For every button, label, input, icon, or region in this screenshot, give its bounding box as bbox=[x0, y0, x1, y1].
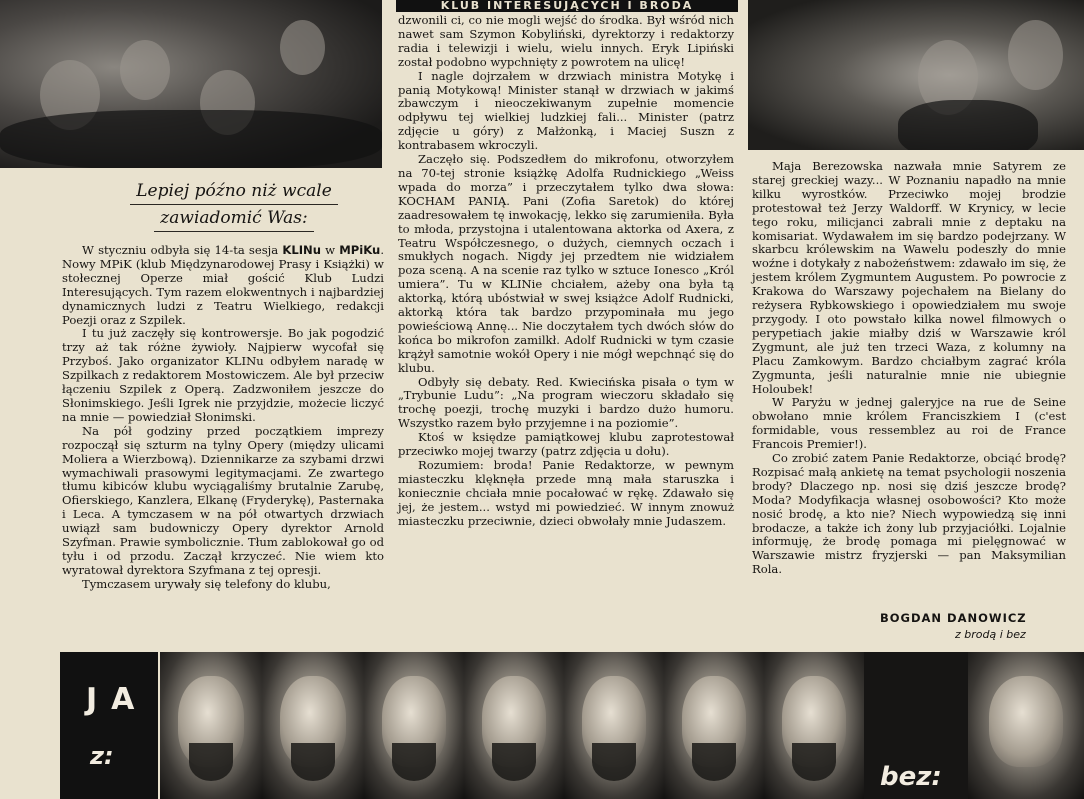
paragraph: I nagle dojrzałem w drzwiach ministra Motykę i panią Motykową! Minister stanął w drzwiach w jakimś zbawczym i nieoczekiwanym zupełnie momencie odpływu tej wielkiej ludzkiej fali... Minister (patrz zdjęcie u góry) z Małżonką, i Maciej Suszn z kontrabasem wkroczyli. bbox=[398, 68, 734, 153]
portrait-photo bbox=[160, 652, 262, 799]
paragraph: Odbyły się debaty. Red. Kwiecińska pisała o tym w „Trybunie Ludu”: „Na program wieczoru składało się trochę poezji, trochę muzyki i bardzo dużo humoru. Wszystko razem było przyjemne i na poziomie”. bbox=[398, 374, 734, 431]
author-name: BOGDAN DANOWICZ bbox=[880, 611, 1027, 625]
paragraph: I tu już zaczęły się kontrowersje. Bo jak pogodzić trzy aż tak różne żywioły. Najpierw wycofał się Przyboś. Jako organizator KLINu odbyłem naradę w Szpilkach z redaktorem Mostowiczem. Ale był przeciw łączeniu Szpilek z Operą. Zadzwoniłem jeszcze do Słonimskiego. Jeśli Igrek nie przyjdzie, możecie liczyć na mnie — powiedział Słonimski. bbox=[62, 326, 384, 424]
label-bez: bez: bbox=[880, 762, 942, 792]
portrait-photo bbox=[968, 652, 1084, 799]
portrait-photo bbox=[764, 652, 864, 799]
label-ja: JA bbox=[86, 682, 149, 717]
author-subtitle: z brodą i bez bbox=[955, 628, 1026, 641]
label-z: z: bbox=[90, 742, 114, 770]
portrait-photo bbox=[262, 652, 364, 799]
paragraph: Maja Berezowska nazwała mnie Satyrem ze starej greckiej wazy... W Poznaniu napadło na mnie kilku wyrostków. Przeciwko mojej brodzie protestował też Jerzy Waldorff. W Krynicy, w lecie tego roku, milicjanci zabrali mnie z deptaku na komisariat. Wydawałem im się bardzo podejrzany. W skarbcu królewskim na Wawelu podeszły do mnie woźne i dotykały z nabożeństwem: zdawało im się, że jestem królem Zygmuntem Augustem. Po powrocie z Krakowa do Warszawy pojechałem na Bielany do reżysera Rybkowskiego i opowiedziałem mu swoje przygody. I oto powstało kilka nowel filmowych o perypetiach jakie miałby dziś w Warszawie król Zygmunt, ale już ten trzeci Waza, z kolumny na Placu Zamkowym. Bardzo chciałbym zagrać króla Zygmunta, jeśli naturalnie mnie nie ubiegnie Holoubek! bbox=[752, 159, 1066, 396]
paragraph: W Paryżu w jednej galeryjce na rue de Seine obwołano mnie królem Franciszkiem I (c'est formidable, vous ressemblez au roi de France Francois Premier!). bbox=[752, 395, 1066, 452]
portrait-photo bbox=[564, 652, 664, 799]
banner-line-2: zawiadomić Was: bbox=[154, 205, 313, 232]
strip-label-box bbox=[60, 652, 158, 799]
article-column-2 bbox=[398, 14, 734, 529]
article-column-3 bbox=[752, 160, 1066, 577]
paragraph: Rozumiem: broda! Panie Redaktorze, w pewnym miasteczku klęknęła przede mną mała staruszka i koniecznie chciała mnie pocałować w rękę. Zdawało się jej, że jestem... wstyd mi powiedzieć. W innym znowuż miasteczku przeciwnie, dzieci obwołały mnie Judaszem. bbox=[398, 458, 734, 528]
section-banner bbox=[118, 178, 350, 242]
paragraph: Tymczasem urywały się telefony do klubu, bbox=[82, 576, 331, 591]
paragraph: dzwonili ci, co nie mogli wejść do środka. Był wśród nich nawet sam Szymon Kobyliński, dyrektorzy i redaktorzy radia i telewizji i wielu, wielu innych. Eryk Lipiński został podobno wypchnięty z powrotem na ulicę! bbox=[398, 13, 734, 69]
crowd-photo bbox=[0, 0, 382, 168]
paragraph: Zaczęło się. Podszedłem do mikrofonu, otworzyłem na 70-tej stronie książkę Adolfa Rudnickiego „Weiss wpada do morza” i przeczytałem tylko dwa słowa: KOCHAM PANIĄ. Pani (Zofia Saretok) do której zaadresowałem tę inwokację, lekko się zarumieniła. Była to młoda, przystojna i utalentowana aktorka od Axera, z Teatru Współczesnego, o dużych, ciemnych oczach i smukłych nogach. Nigdy jej przedtem nie widziałem poza sceną. A na scenie raz tylko w sztuce Ionesco „Król umiera”. Tu w KLINie chciałem, ażeby ona była tą aktorką, którą ubóstwiał w swej książce Adolf Rudnicki, aktorką która tak bardzo przypominała mu jego powieściową Annę... Nie doczytałem tych dwóch słów do końca bo mikrofon zamilkł. Adolf Rudnicki w tym czasie krążył samotnie wokół Opery i nie mógł wepchnąć się do klubu. bbox=[398, 152, 734, 375]
paragraph: Co zrobić zatem Panie Redaktorze, obciąć brodę? Rozpisać małą ankietę na temat psychologii noszenia brody? Dlaczego np. nosi się dziś jeszcze brodę? Moda? Modyfikacja własnej osobowości? Kto może nosić brodę, a kto nie? Niech wypowiedzą się inni brodacze, a także ich żony lub przyjaciółki. Lojalnie informuję, że brodę pomaga mi pielęgnować w Warszawie mistrz fryzjerski — pan Maksymilian Rola. bbox=[752, 451, 1066, 577]
paragraph: Na pół godziny przed początkiem imprezy rozpoczął się szturm na tylny Opery (między ulicami Moliera a Wierzbową). Dziennikarze za szybami drzwi wymachiwali prasowymi legitymacjami. Ze zwartego tłumu kibiców klubu wyciągaliśmy brutalnie Zarubę, Ofierskiego, Kanzlera, Elkanę (Fryderykę), Pasternaka i Leca. A tymczasem w na pół otwartych drzwiach uwiązł sam budowniczy Opery dyrektor Arnold Szyfman. Prawie symbolicznie. Tłum zablokował go od tyłu i od przodu. Zaczął krzyczeć. Nie wiem kto wyratował dyrektora Szyfmana z tej opresji. bbox=[62, 423, 384, 577]
article-column-1 bbox=[62, 244, 384, 592]
portrait-photo bbox=[364, 652, 464, 799]
portrait-photo bbox=[664, 652, 764, 799]
article-headline: KLUB INTERESUJĄCYCH I BRODA bbox=[396, 0, 738, 12]
strip-label-bez-box bbox=[864, 652, 968, 799]
minister-photo bbox=[748, 0, 1084, 150]
paragraph: Ktoś w księdze pamiątkowej klubu zaprotestował przeciwko mojej twarzy (patrz zdjęcia u dołu). bbox=[398, 430, 734, 459]
portrait-photo bbox=[464, 652, 564, 799]
banner-line-1: Lepiej późno niż wcale bbox=[130, 178, 338, 205]
paragraph: W styczniu odbyła się 14-ta sesja KLINu w MPiKu. Nowy MPiK (klub Międzynarodowej Prasy i Książki) w stołecznej Operze miał gościć Klub Ludzi Interesujących. Tym razem elokwentnych i najbardziej dynamicznych ludzi z Teatru Wielkiego, redakcji Poezji oraz z Szpilek. bbox=[62, 243, 384, 327]
